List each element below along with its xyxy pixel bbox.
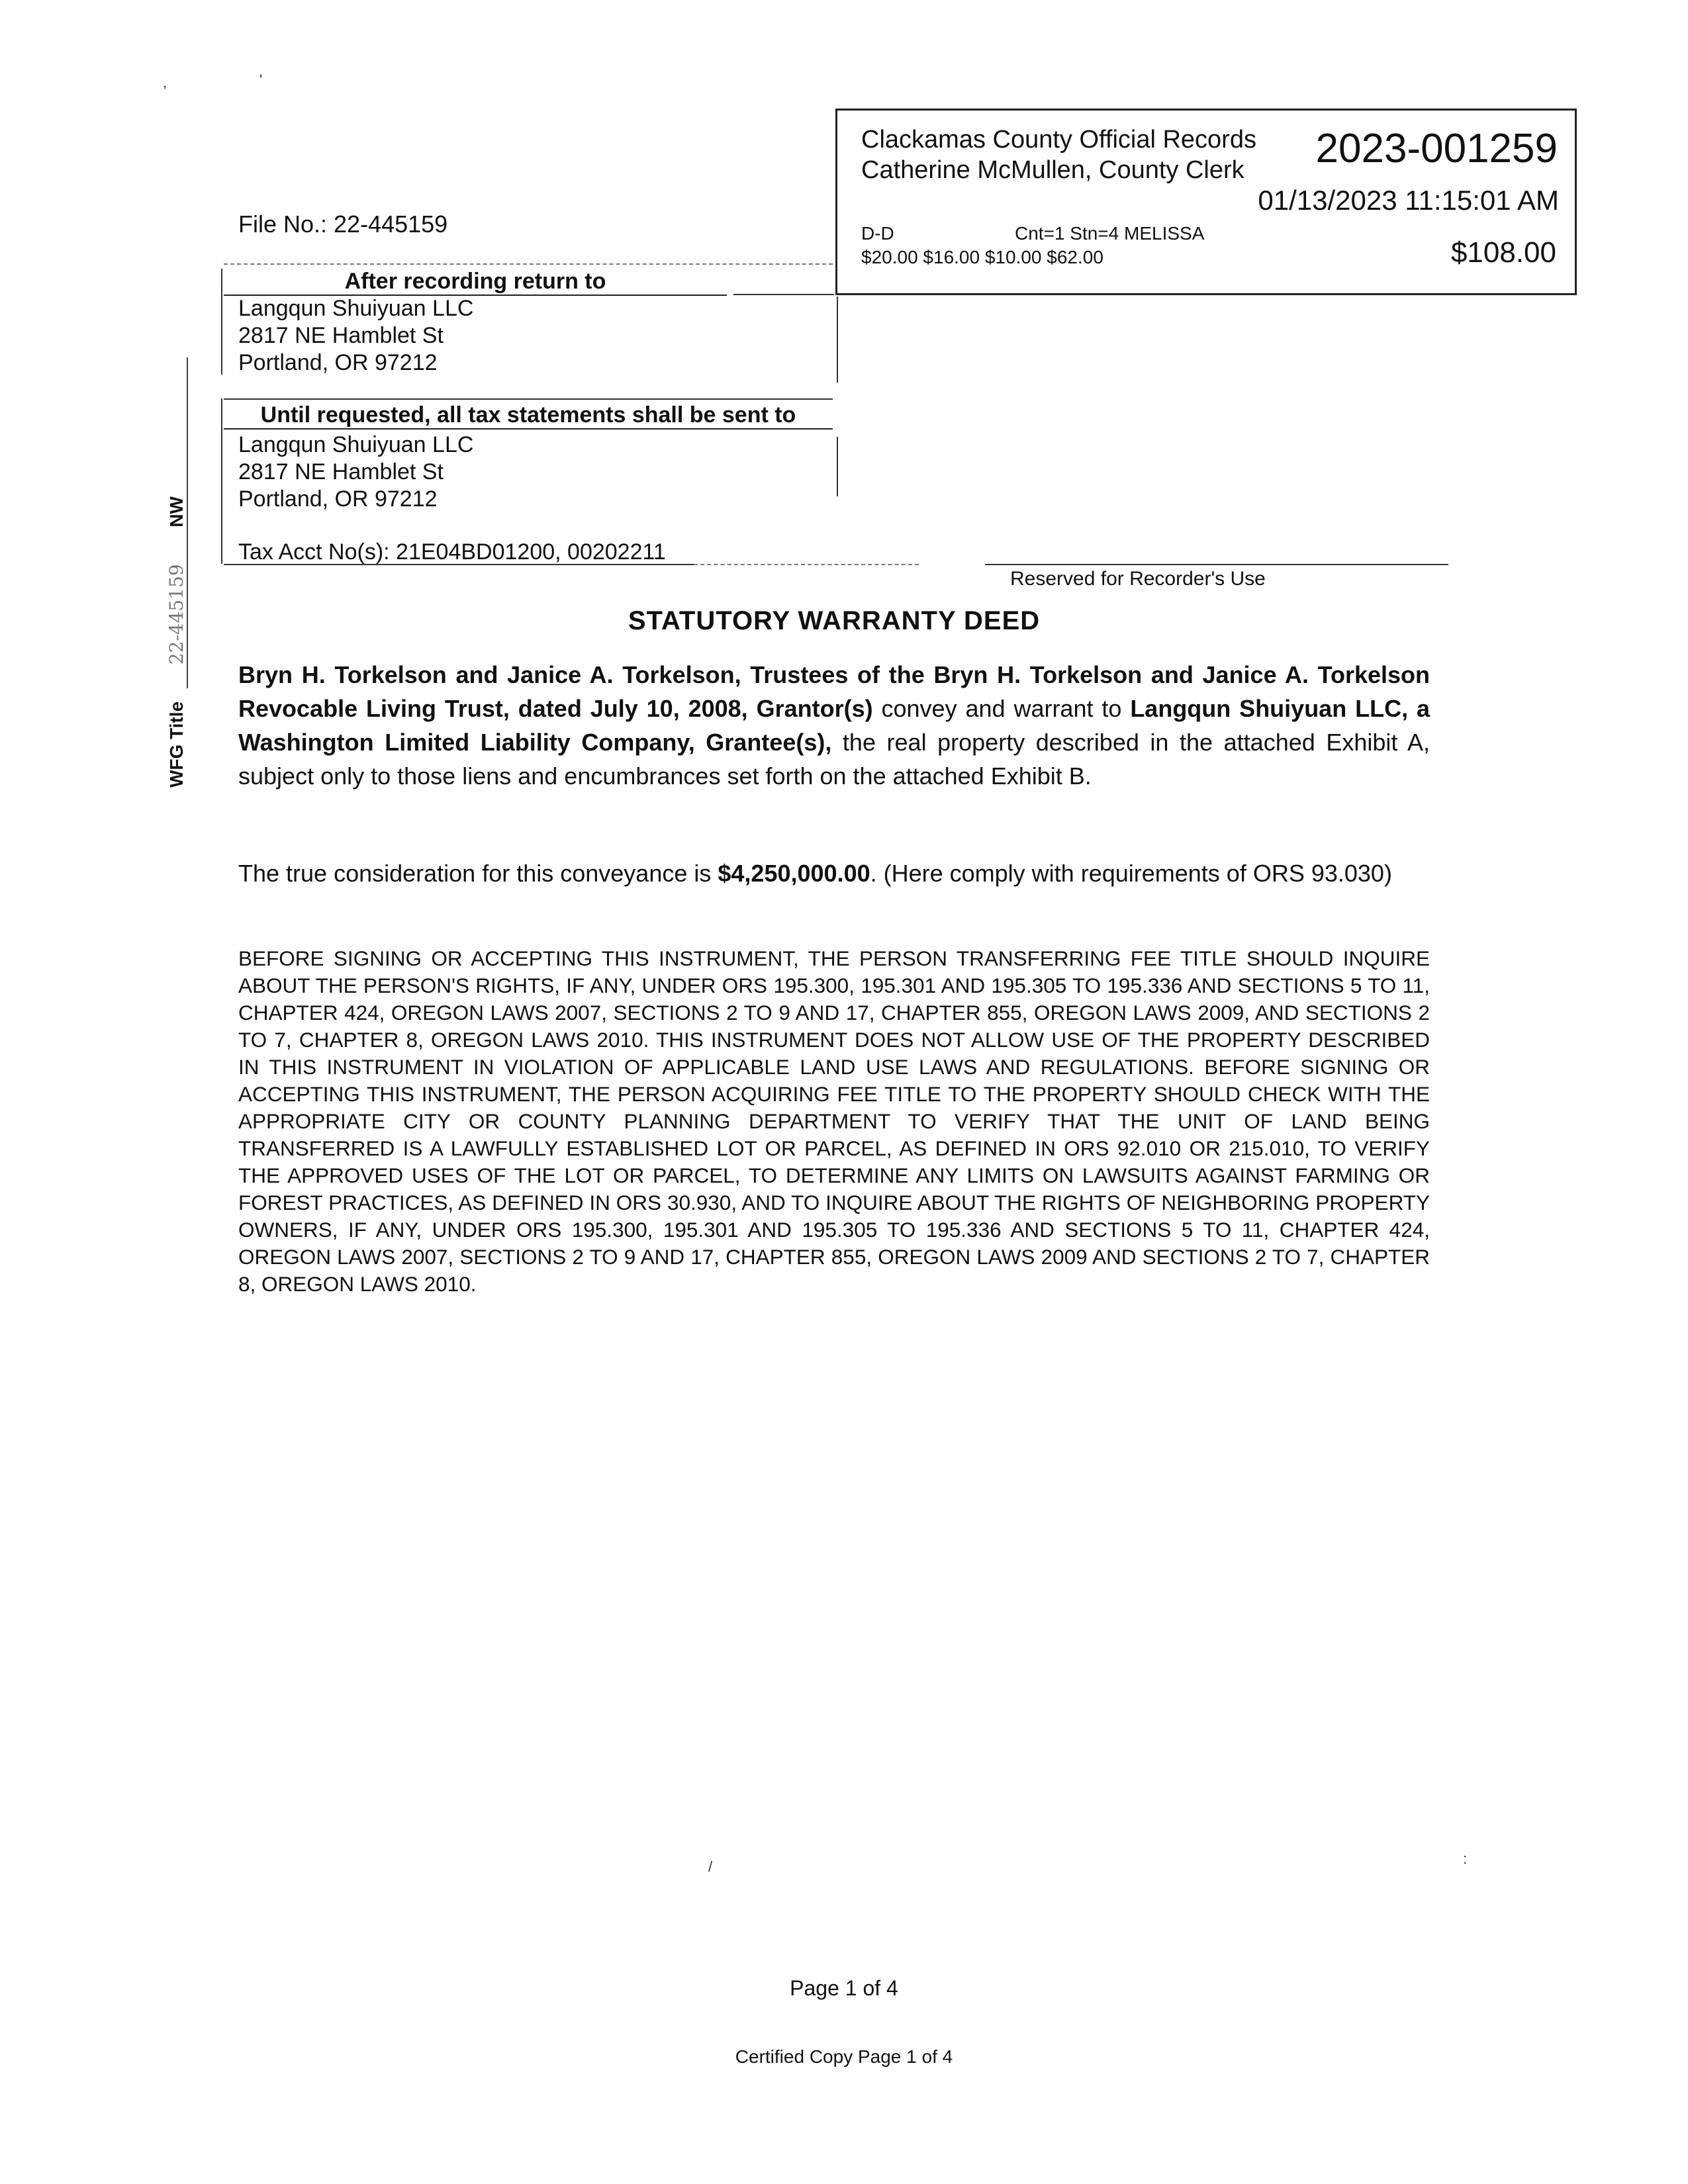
recording-counts: Cnt=1 Stn=4 MELISSA — [1015, 223, 1205, 244]
bracket-line — [837, 296, 838, 383]
tax-account-numbers: Tax Acct No(s): 21E04BD01200, 00202211 — [238, 539, 666, 565]
file-number: File No.: 22-445159 — [238, 210, 448, 238]
recorder-stamp — [835, 109, 1577, 295]
separator-line — [733, 294, 834, 295]
grantee-text: Langqun Shuiyuan LLC, a Washington Limited Liability Company, Grantee(s), — [238, 695, 1430, 756]
return-to-city: Portland, OR 97212 — [238, 350, 438, 375]
document-number: 2023-001259 — [1315, 126, 1558, 171]
document-title: STATUTORY WARRANTY DEED — [628, 606, 1041, 635]
bracket-line — [221, 398, 222, 564]
scan-mark: / — [708, 1858, 713, 1875]
recorder-office: Clackamas County Official Records — [861, 126, 1256, 154]
separator-line — [694, 564, 919, 565]
tax-name: Langqun Shuiyuan LLC — [238, 432, 474, 457]
reserved-line — [985, 564, 1448, 565]
bracket-line — [221, 269, 222, 375]
side-stamp-initials: NW — [166, 496, 187, 527]
separator-line — [224, 263, 833, 265]
recording-total: $108.00 — [1450, 236, 1556, 269]
separator-line — [224, 398, 833, 400]
tax-statements-heading: Until requested, all tax statements shall be sent to — [224, 402, 833, 430]
consideration-paragraph — [238, 856, 1430, 890]
scan-mark: ' — [259, 71, 263, 88]
side-stamp-handwritten: 22-445159 — [165, 564, 187, 665]
consideration-note: . (Here comply with requirements of ORS 93.030) — [870, 860, 1392, 887]
property-text: the real property described in the attached Exhibit A, subject only to those liens and encumbrances set forth on the attached Exhibit B. — [238, 729, 1430, 790]
recording-datetime: 01/13/2023 11:15:01 AM — [1258, 185, 1559, 216]
bracket-line — [837, 437, 838, 496]
document-type: D-D — [861, 223, 894, 244]
side-stamp-line — [187, 357, 188, 688]
return-to-street: 2817 NE Hamblet St — [238, 323, 444, 348]
separator-line — [224, 564, 694, 565]
convey-text: convey and warrant to — [872, 695, 1131, 722]
scan-mark: , — [163, 74, 167, 91]
certified-copy-label: Certified Copy Page 1 of 4 — [735, 2046, 953, 2067]
recorder-clerk: Catherine McMullen, County Clerk — [861, 156, 1244, 184]
page-number: Page 1 of 4 — [790, 1976, 898, 2000]
tax-street: 2817 NE Hamblet St — [238, 459, 444, 484]
consideration-amount: $4,250,000.00 — [718, 860, 870, 887]
side-stamp-label: WFG Title — [166, 701, 187, 788]
reserved-label: Reserved for Recorder's Use — [1010, 568, 1266, 590]
tax-city: Portland, OR 97212 — [238, 486, 438, 512]
recording-fees: $20.00 $16.00 $10.00 $62.00 — [861, 247, 1103, 267]
grantor-text: Bryn H. Torkelson and Janice A. Torkelson, Trustees of the Bryn H. Torkelson and Janice A. Torkelson Revocable Living Trust, dated July 10, 2008, Grantor(s) — [238, 661, 1430, 722]
scan-mark: : — [1463, 1850, 1468, 1867]
return-to-heading: After recording return to — [224, 269, 727, 296]
side-stamp — [165, 496, 187, 788]
return-to-name: Langqun Shuiyuan LLC — [238, 296, 474, 321]
consideration-text: The true consideration for this conveyance is — [238, 860, 718, 887]
statutory-disclaimer: BEFORE SIGNING OR ACCEPTING THIS INSTRUMENT, THE PERSON TRANSFERRING FEE TITLE SHOULD INQUIRE ABOUT THE PERSON'S RIGHTS, IF ANY, UNDER ORS 195.300, 195.301 AND 195.305 TO 195.336 AND SECTIONS 5 TO 11, CHAPTER 424, OREGON LAWS 2007, SECTIONS 2 TO 9 AND 17, CHAPTER 855, OREGON LAWS 2009, AND SECTIONS 2 TO 7, CHAPTER 8, OREGON LAWS 2010. THIS INSTRUMENT DOES NOT ALLOW USE OF THE PROPERTY DESCRIBED IN THIS INSTRUMENT IN VIOLATION OF APPLICABLE LAND USE LAWS AND REGULATIONS. BEFORE SIGNING OR ACCEPTING THIS INSTRUMENT, THE PERSON ACQUIRING FEE TITLE TO THE PROPERTY SHOULD CHECK WITH THE APPROPRIATE CITY OR COUNTY PLANNING DEPARTMENT TO VERIFY THAT THE UNIT OF LAND BEING TRANSFERRED IS A LAWFULLY ESTABLISHED LOT OR PARCEL, AS DEFINED IN ORS 92.010 OR 215.010, TO VERIFY THE APPROVED USES OF THE LOT OR PARCEL, TO DETERMINE ANY LIMITS ON LAWSUITS AGAINST FARMING OR FOREST PRACTICES, AS DEFINED IN ORS 30.930, AND TO INQUIRE ABOUT THE RIGHTS OF NEIGHBORING PROPERTY OWNERS, IF ANY, UNDER ORS 195.300, 195.301 AND 195.305 TO 195.336 AND SECTIONS 5 TO 11, CHAPTER 424, OREGON LAWS 2007, SECTIONS 2 TO 9 AND 17, CHAPTER 855, OREGON LAWS 2009 AND SECTIONS 2 TO 7, CHAPTER 8, OREGON LAWS 2010. — [238, 946, 1430, 1296]
conveyance-paragraph — [238, 658, 1430, 793]
